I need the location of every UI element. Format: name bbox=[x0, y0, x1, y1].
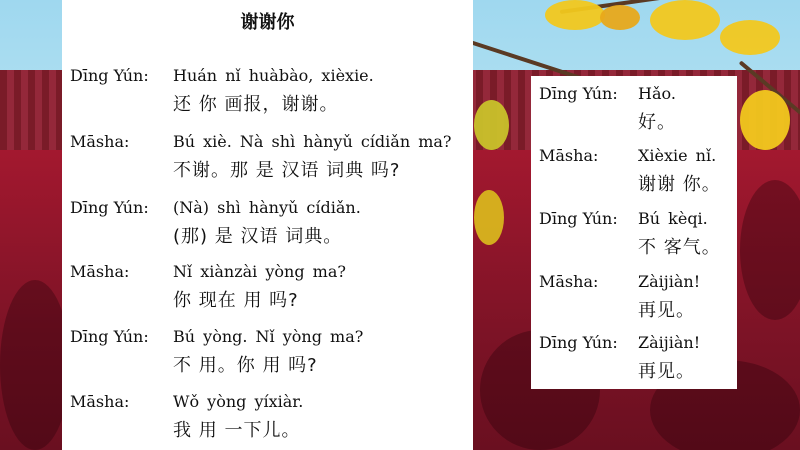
pinyin-text: Xièxie nǐ. bbox=[638, 146, 717, 165]
hanzi-text: 不谢。那 是 汉语 词典 吗? bbox=[173, 160, 401, 181]
pinyin-text: Bú yòng. Nǐ yòng ma? bbox=[173, 327, 364, 346]
pinyin-text: (Nà) shì hànyǔ cídiǎn. bbox=[173, 198, 361, 217]
speaker-name: Dīng Yún: bbox=[539, 209, 618, 228]
speaker-name: Māsha: bbox=[70, 392, 130, 411]
pinyin-text: Bú kèqi. bbox=[638, 209, 708, 228]
speaker-name: Māsha: bbox=[539, 272, 599, 291]
pinyin-text: Bú xiè. Nà shì hànyǔ cídiǎn ma? bbox=[173, 132, 452, 151]
ginkgo-leaves bbox=[650, 0, 720, 40]
speaker-name: Dīng Yún: bbox=[70, 327, 149, 346]
dialogue-panel-right bbox=[531, 76, 737, 389]
ginkgo-leaves bbox=[474, 100, 509, 150]
hanzi-text: 好。 bbox=[638, 112, 676, 133]
speaker-name: Māsha: bbox=[70, 132, 130, 151]
pinyin-text: Nǐ xiànzài yòng ma? bbox=[173, 262, 346, 281]
speaker-name: Dīng Yún: bbox=[70, 198, 149, 217]
speaker-name: Dīng Yún: bbox=[539, 84, 618, 103]
dialogue-panel-left bbox=[62, 0, 473, 450]
ginkgo-leaves bbox=[600, 5, 640, 30]
pinyin-text: Hǎo. bbox=[638, 84, 676, 103]
pinyin-text: Huán nǐ huàbào, xièxie. bbox=[173, 66, 374, 85]
hanzi-text: 再见。 bbox=[638, 361, 695, 382]
leaf-shadow bbox=[0, 280, 70, 450]
hanzi-text: 不 客气。 bbox=[638, 237, 721, 258]
speaker-name: Māsha: bbox=[539, 146, 599, 165]
speaker-name: Dīng Yún: bbox=[539, 333, 618, 352]
ginkgo-leaves bbox=[740, 90, 790, 150]
ginkgo-leaves bbox=[474, 190, 504, 245]
speaker-name: Dīng Yún: bbox=[70, 66, 149, 85]
pinyin-text: Zàijiàn! bbox=[638, 272, 701, 291]
hanzi-text: 再见。 bbox=[638, 300, 695, 321]
hanzi-text: 不 用。你 用 吗? bbox=[173, 355, 318, 376]
pinyin-text: Zàijiàn! bbox=[638, 333, 701, 352]
hanzi-text: (那) 是 汉语 词典。 bbox=[173, 226, 343, 247]
hanzi-text: 你 现在 用 吗? bbox=[173, 290, 299, 311]
hanzi-text: 还 你 画报，谢谢。 bbox=[173, 94, 339, 115]
lesson-title: 谢谢你 bbox=[240, 12, 295, 33]
ginkgo-leaves bbox=[545, 0, 605, 30]
pinyin-text: Wǒ yòng yíxiàr. bbox=[173, 392, 304, 411]
hanzi-text: 谢谢 你。 bbox=[638, 174, 721, 195]
hanzi-text: 我 用 一下儿。 bbox=[173, 420, 301, 441]
ginkgo-leaves bbox=[720, 20, 780, 55]
speaker-name: Māsha: bbox=[70, 262, 130, 281]
